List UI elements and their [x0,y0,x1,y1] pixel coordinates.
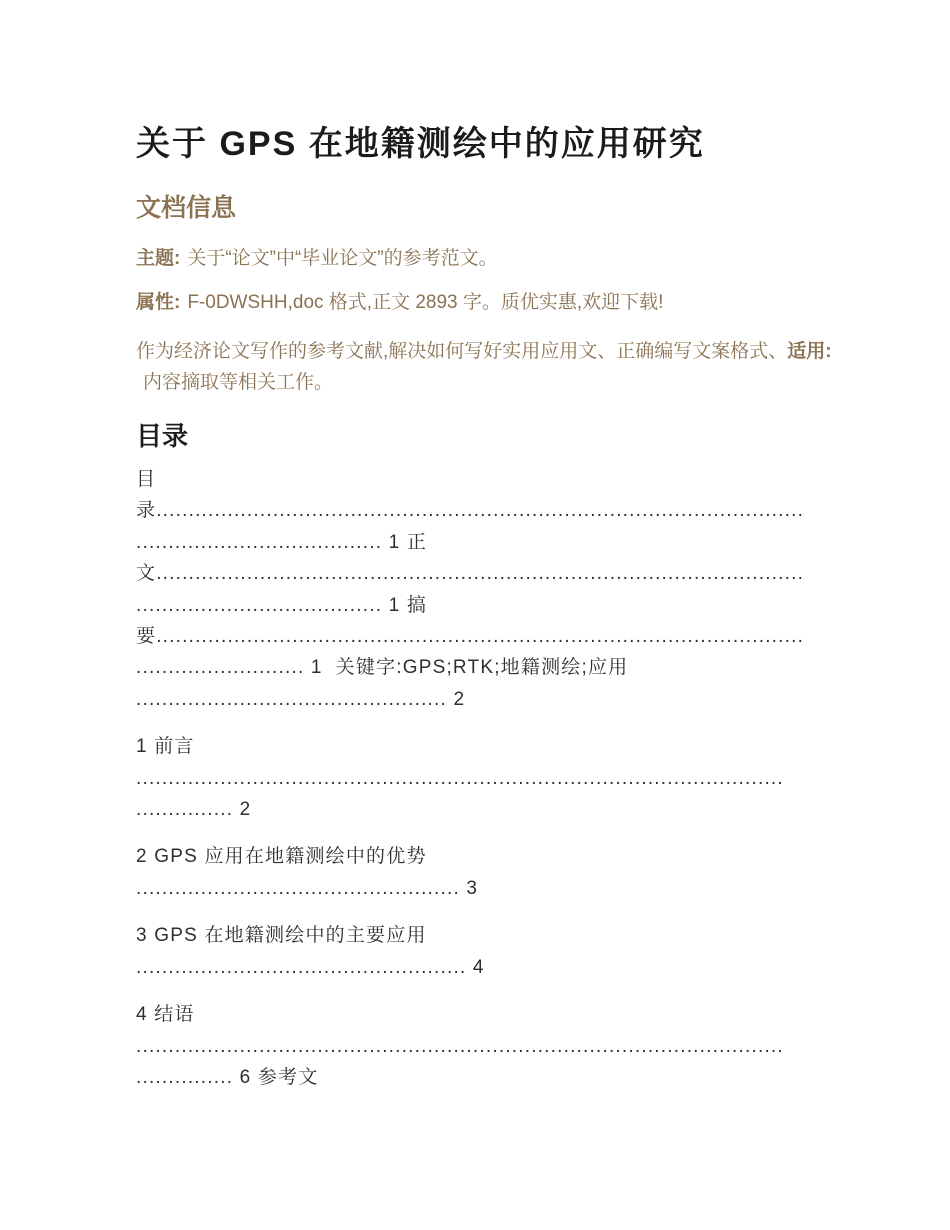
usage-paragraph [136,336,832,398]
subject-text: 关于“论文”中“毕业论文”的参考范文。 [187,248,498,269]
toc-line: .................................................................................................... [136,767,784,789]
toc-line: 要.................................................................................................... [136,626,805,648]
toc-line: 1 前言 [136,736,195,758]
attributes-text: F-0DWSHH,doc 格式,正文 2893 字。质优实惠,欢迎下载! [187,292,664,313]
toc-line: 2 GPS 应用在地籍测绘中的优势 [136,846,427,868]
usage-line-1 [136,336,832,367]
doc-info-heading: 文档信息 [136,194,237,222]
usage-text-1: 作为经济论文写作的参考文献,解决如何写好实用应用文、正确编写文案格式、 [136,341,788,362]
toc-line: ............... 6 参考文 [136,1066,319,1088]
toc-heading: 目录 [136,421,189,451]
table-of-contents [136,464,812,1093]
toc-line: 4 结语 [136,1004,195,1026]
toc-line: ............... 2 [136,799,252,821]
toc-line: ...................................... 1 搞 [136,594,428,616]
subject-label: 主题: [136,248,181,269]
subject-line [136,246,812,272]
toc-line: .......................... 1 关键字:GPS;RTK;地籍测绘;应用 [136,657,629,679]
toc-line: ................................................ 2 [136,688,466,710]
toc-line: ................................................... 4 [136,956,485,978]
toc-line: 3 GPS 在地籍测绘中的主要应用 [136,925,427,947]
attributes-line [136,290,812,316]
toc-entry-jieyu-cankao [136,999,812,1093]
toc-entry-gps-youshi [136,841,812,904]
toc-line: 录.................................................................................................... [136,500,805,522]
toc-line: .................................................. 3 [136,877,479,899]
toc-line: ...................................... 1 正 [136,531,428,553]
usage-line-2: 内容摘取等相关工作。 [143,372,334,393]
usage-label: 适用: [787,341,832,362]
toc-line: 目 [136,469,157,490]
document-page [136,0,832,1093]
attributes-label: 属性: [136,292,181,313]
toc-line: .................................................................................................... [136,1035,784,1057]
toc-entry-mulu-zhengwen-zhaiyao-keywords [136,464,812,715]
toc-line: 文.................................................................................................... [136,563,805,585]
toc-entry-qianyan [136,731,812,825]
toc-entry-gps-yingyong [136,920,812,983]
document-title: 关于 GPS 在地籍测绘中的应用研究 [136,125,705,163]
